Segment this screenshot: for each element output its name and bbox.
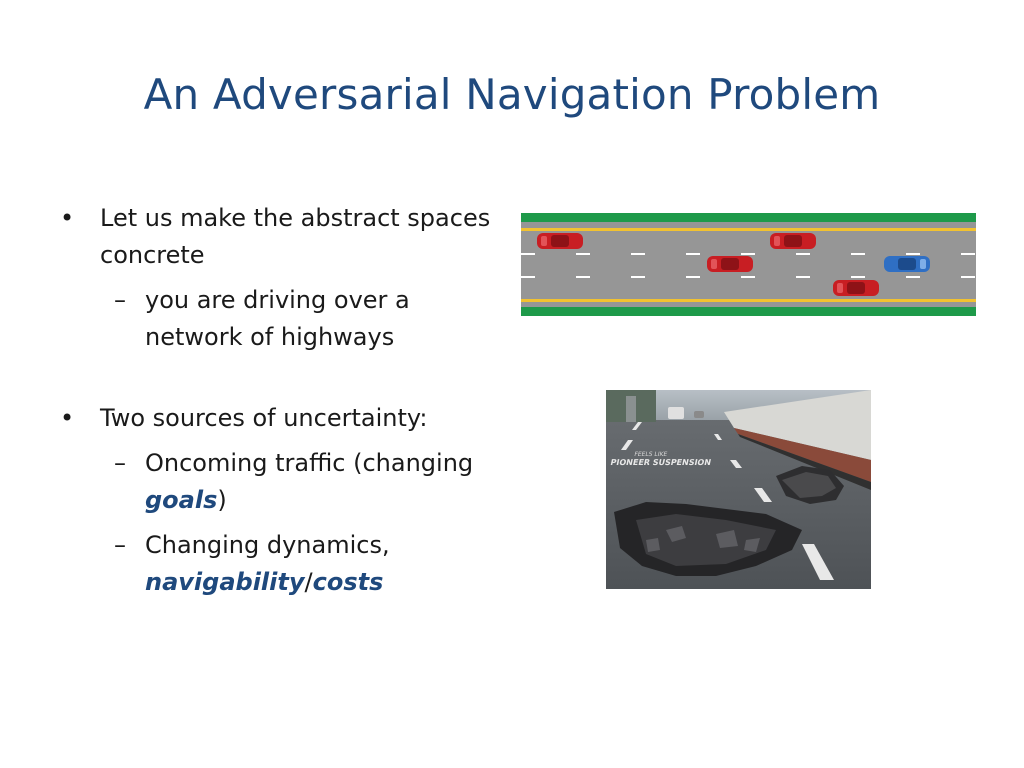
grass-strip-top	[521, 213, 976, 222]
bullet-marker: •	[60, 404, 75, 432]
lane-dashes-upper	[521, 253, 975, 255]
emphasis-goals: goals	[145, 486, 218, 514]
slash-separator: /	[304, 568, 313, 596]
red-car-icon	[707, 256, 753, 272]
pothole-road-photo	[606, 390, 871, 589]
lane-dashes-lower	[521, 276, 975, 278]
dash-marker: –	[114, 286, 126, 314]
dash-marker: –	[114, 449, 126, 477]
yellow-edge-line-top	[521, 228, 976, 231]
grass-strip-bottom	[521, 307, 976, 316]
yellow-edge-line-bottom	[521, 299, 976, 302]
sub-bullet-item-dynamics	[60, 527, 510, 601]
bullet-marker: •	[60, 204, 75, 232]
red-car-icon	[833, 280, 879, 296]
bullet-list	[60, 200, 510, 601]
red-car-icon	[770, 233, 816, 249]
sub-bullet-prefix: Oncoming traffic (changing	[145, 449, 474, 477]
emphasis-costs: costs	[312, 568, 384, 596]
red-car-icon	[537, 233, 583, 249]
sub-bullet-item-highways	[60, 282, 510, 356]
sub-bullet-prefix: Changing dynamics,	[145, 531, 390, 559]
sub-bullet-item-traffic	[60, 445, 510, 519]
highway-illustration	[521, 213, 976, 316]
sub-bullet-suffix: )	[217, 486, 227, 514]
sub-bullet-text: you are driving over a network of highways	[145, 286, 410, 351]
slide-title: An Adversarial Navigation Problem	[143, 70, 881, 119]
blue-car-icon	[884, 256, 930, 272]
bullet-text: Let us make the abstract spaces concrete	[100, 204, 491, 269]
distant-car-icon	[668, 407, 684, 419]
road-text-line1: FEELS LIKE	[633, 451, 668, 458]
bullet-text: Two sources of uncertainty:	[100, 404, 428, 432]
bullet-item-abstract-spaces	[60, 200, 510, 274]
road-text-line2: PIONEER SUSPENSION	[609, 457, 713, 467]
dash-marker: –	[114, 531, 126, 559]
bullet-item-uncertainty	[60, 400, 510, 437]
emphasis-navigability: navigability	[145, 568, 305, 596]
